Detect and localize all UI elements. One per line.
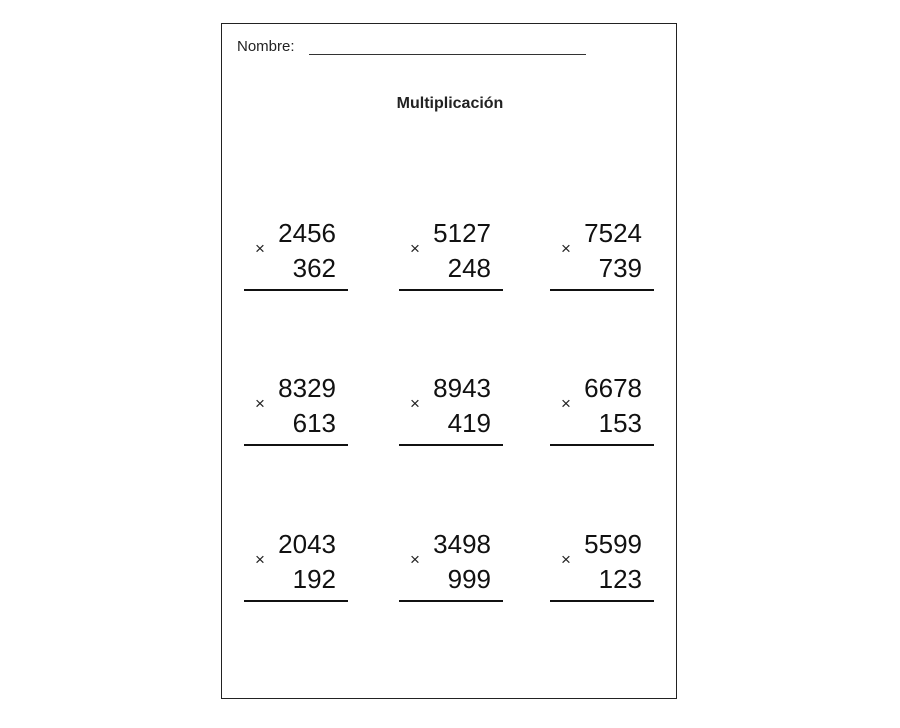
multiply-sign: ×: [561, 394, 571, 413]
answer-line: [399, 444, 503, 446]
multiplicand: 5599: [584, 529, 642, 559]
multiply-sign: ×: [410, 394, 420, 413]
answer-line: [550, 289, 654, 291]
answer-line: [399, 600, 503, 602]
multiplier: 248: [447, 253, 491, 283]
multiply-sign: ×: [561, 550, 571, 569]
multiplicand: 8329: [278, 373, 336, 403]
multiply-sign: ×: [561, 239, 571, 258]
answer-line: [550, 444, 654, 446]
multiply-sign: ×: [255, 394, 265, 413]
answer-line: [399, 289, 503, 291]
multiplication-problem: [399, 218, 503, 292]
multiply-sign: ×: [410, 550, 420, 569]
multiplier: 739: [598, 253, 642, 283]
multiply-sign: ×: [255, 550, 265, 569]
name-line: [309, 54, 586, 55]
answer-line: [244, 600, 348, 602]
multiplication-problem: [399, 529, 503, 603]
multiply-sign: ×: [410, 239, 420, 258]
multiplication-problem: [244, 529, 348, 603]
multiplication-problem: [550, 529, 654, 603]
name-label: Nombre:: [237, 38, 295, 55]
answer-line: [244, 289, 348, 291]
multiplier: 153: [598, 408, 642, 438]
multiplicand: 5127: [433, 218, 491, 248]
multiplier: 419: [447, 408, 491, 438]
multiplicand: 8943: [433, 373, 491, 403]
multiplication-problem: [244, 218, 348, 292]
multiplier: 192: [292, 564, 336, 594]
multiplication-problem: [399, 373, 503, 447]
multiplicand: 6678: [584, 373, 642, 403]
multiply-sign: ×: [255, 239, 265, 258]
multiplicand: 2043: [278, 529, 336, 559]
worksheet-title: Multiplicación: [396, 95, 504, 112]
multiplication-problem: [550, 218, 654, 292]
answer-line: [244, 444, 348, 446]
multiplicand: 7524: [584, 218, 642, 248]
multiplication-problem: [550, 373, 654, 447]
multiplier: 613: [292, 408, 336, 438]
answer-line: [550, 600, 654, 602]
multiplier: 123: [598, 564, 642, 594]
multiplication-problem: [244, 373, 348, 447]
multiplicand: 2456: [278, 218, 336, 248]
multiplier: 362: [292, 253, 336, 283]
multiplier: 999: [447, 564, 491, 594]
multiplicand: 3498: [433, 529, 491, 559]
